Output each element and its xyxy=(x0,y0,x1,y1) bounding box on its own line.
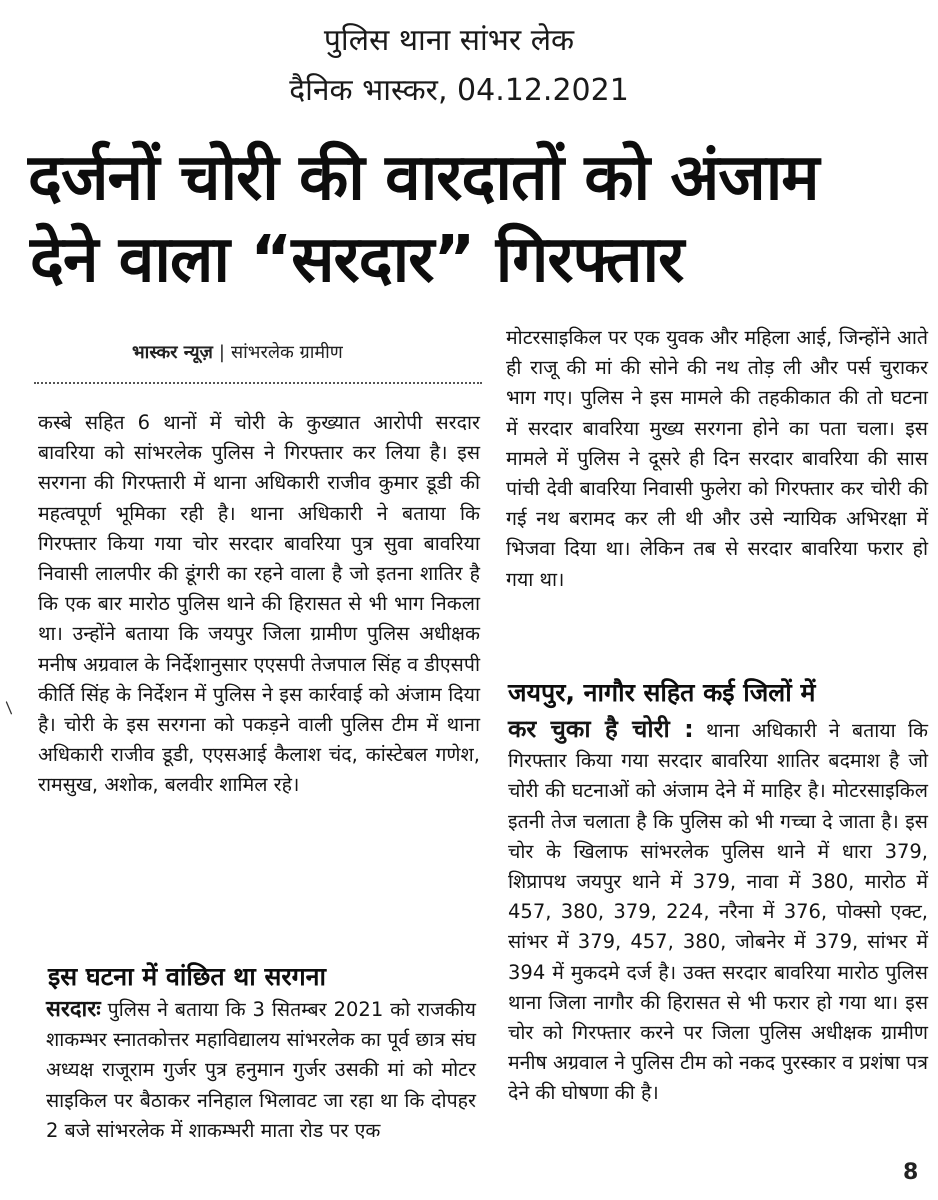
subheading-lead: सरदारः xyxy=(46,997,101,1022)
article-column-right-continued xyxy=(508,714,928,1109)
margin-mark: / xyxy=(0,698,17,717)
byline-separator: | xyxy=(218,342,225,363)
subheading-lead: कर चुका है चोरी : xyxy=(508,715,694,743)
article-column-left-continued xyxy=(46,995,476,1146)
article-paragraph: कस्बे सहित 6 थानों में चोरी के कुख्यात आरोपी सरदार बावरिया को सांभरलेक पुलिस ने गिरफ्तार कर लिया है। इस सरगना की गिरफ्तारी में थाना अधिकारी राजीव कुमार डूडी की महत्वपूर्ण भूमिका रही है। थाना अधिकारी ने बताया कि गिरफ्तार किया गया चोर सरदार बावरिया पुत्र सुवा बावरिया निवासी लालपीर की डूंगरी का रहने वाला है जो इतना शातिर है कि एक बार मारोठ पुलिस थाने की हिरासत से भी भाग निकला था। उन्होंने बताया कि जयपुर जिला ग्रामीण पुलिस अधीक्षक मनीष अग्रवाल के निर्देशानुसार एएसपी तेजपाल सिंह व डीएसपी कीर्ति सिंह के निर्देशन में पुलिस ने इस कार्रवाई को अंजाम दिया है। चोरी के इस सरगना को पकड़ने वाली पुलिस टीम में थाना अधिकारी राजीव डूडी, एएसआई कैलाश चंद, कांस्टेबल गणेश, रामसुख, अशोक, बलवीर शामिल रहे। xyxy=(38,411,480,797)
headline-line-1: दर्जनों चोरी की वारदातों को अंजाम xyxy=(28,141,819,215)
article-paragraph: मोटरसाइकिल पर एक युवक और महिला आई, जिन्होंने आते ही राजू की मां की सोने की नथ तोड़ ली और पर्स चुराकर भाग गए। पुलिस ने इस मामले की तहकीकात की तो घटना में सरदार बावरिया मुख्य सरगना होने का पता चला। इस मामले में पुलिस ने दूसरे ही दिन सरदार बावरिया की सास पांची देवी बावरिया निवासी फुलेरा को गिरफ्तार कर चोरी की गई नथ बरामद कर ली थी और उसे न्यायिक अभिरक्षा में भिजवा दिया था। लेकिन तब से सरदार बावरिया फरार हो गया था। xyxy=(506,326,928,591)
paragraph-text: थाना अधिकारी ने बताया कि गिरफ्तार किया गया सरदार बावरिया शातिर बदमाश है जो चोरी की घटनाओं को अंजाम देने में माहिर है। मोटरसाइकिल इतनी तेज चलाता है कि पुलिस को भी गच्चा दे जाता है। इस चोर के खिलाफ सांभरलेक पुलिस थाने में धारा 379, शिप्रापथ जयपुर थाने में 379, नावा में 380, मारोठ में 457, 380, 379, 224, नरैना में 376, पोक्सो एक्ट, सांभर में 379, 457, 380, जोबनेर में 379, सांभर में 394 में मुकदमे दर्ज है। उक्त सरदार बावरिया मारोठ पुलिस थाना जिला नागौर की हिरासत से भी फरार हो गया था। इस चोर को गिरफ्तार करने पर जिला पुलिस अधीक्षक ग्रामीण मनीष अग्रवाल ने पुलिस टीम को नकद पुरस्कार व प्रशंषा पत्र देने की घोषणा की है। xyxy=(508,719,929,1105)
byline-agency: भास्कर न्यूज़ xyxy=(132,342,213,363)
paragraph-text: पुलिस ने बताया कि 3 सितम्बर 2021 को राजकीय शाकम्भर स्नातकोत्तर महाविद्यालय सांभरलेक का पूर्व छात्र संघ अध्यक्ष राजूराम गुर्जर पुत्र हनुमान गुर्जर उसकी मां को मोटर साइकिल पर बैठाकर ननिहाल भिलावट जा रहा था कि दोपहर 2 बजे सांभरलेक में शाकम्भरी माता रोड पर एक xyxy=(46,998,476,1142)
subheading-wanted: इस घटना में वांछित था सरगना xyxy=(48,962,326,991)
subheading-theft-districts: जयपुर, नागौर सहित कई जिलों में xyxy=(508,678,816,707)
article-paragraph xyxy=(46,995,476,1146)
article-column-right xyxy=(506,323,928,595)
police-station-note: पुलिस थाना सांभर लेक xyxy=(323,23,575,58)
headline-line-2: देने वाला “सरदार” गिरफ्तार xyxy=(30,223,684,297)
byline xyxy=(132,340,343,364)
newspaper-date-note: दैनिक भास्कर, 04.12.2021 xyxy=(289,73,629,108)
dotted-divider xyxy=(34,382,482,384)
article-paragraph xyxy=(508,714,928,1109)
page-number: 8 xyxy=(903,1160,919,1185)
byline-location: सांभरलेक ग्रामीण xyxy=(230,342,343,363)
article-column-left xyxy=(38,408,480,801)
